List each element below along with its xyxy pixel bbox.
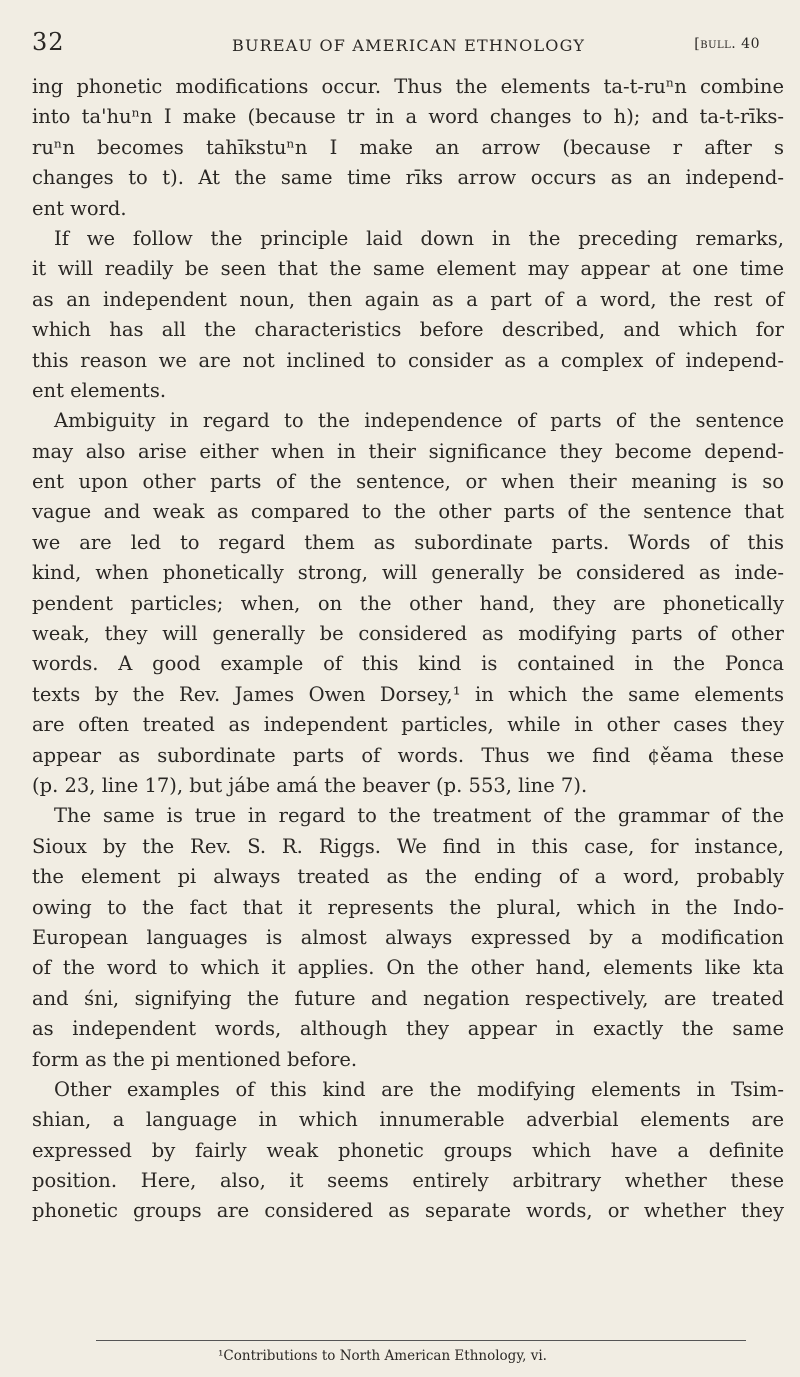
text-line: Other examples of this kind are the modifying elements in Tsim-: [54, 1077, 784, 1101]
text-line: shian, a language in which innumerable adverbial elements are: [32, 1108, 784, 1132]
text-line: words. A good example of this kind is contained in the Ponca: [32, 652, 784, 676]
text-line: ent word.: [32, 196, 127, 220]
text-line: European languages is almost always expressed by a modification: [32, 925, 784, 949]
text-line: this reason we are not inclined to consider as a complex of independ-: [32, 348, 784, 372]
text-line: which has all the characteristics before described, and which for: [32, 318, 784, 342]
text-line: texts by the Rev. James Owen Dorsey,¹ in which the same elements: [32, 682, 784, 706]
footnote: ¹Contributions to North American Ethnology, vi.: [218, 1348, 547, 1364]
text-line: Ambiguity in regard to the independence of parts of the sentence: [54, 409, 784, 433]
text-line: ing phonetic modifications occur. Thus the elements ta-t-ruⁿn combine: [32, 75, 784, 98]
text-line: ent elements.: [32, 378, 167, 402]
page-header: [32, 28, 760, 68]
text-line: may also arise either when in their significance they become depend-: [32, 439, 784, 463]
text-line: we are led to regard them as subordinate parts. Words of this: [32, 530, 784, 554]
page-number: 32: [32, 28, 65, 56]
running-title: BUREAU OF AMERICAN ETHNOLOGY: [232, 36, 586, 55]
text-line: into ta'huⁿn I make (because tr in a word changes to h); and ta-t-rīks-: [32, 105, 784, 129]
text-line: of the word to which it applies. On the other hand, elements like kta: [32, 956, 784, 980]
text-line: phonetic groups are considered as separate words, or whether they: [32, 1199, 784, 1223]
text-line: as independent words, although they appear in exactly the same: [32, 1017, 784, 1041]
text-line: Sioux by the Rev. S. R. Riggs. We find in this case, for instance,: [32, 834, 784, 858]
text-line: owing to the fact that it represents the plural, which in the Indo-: [32, 895, 784, 919]
text-line: position. Here, also, it seems entirely arbitrary whether these: [32, 1169, 784, 1193]
text-line: weak, they will generally be considered as modifying parts of other: [32, 622, 784, 646]
text-line: it will readily be seen that the same element may appear at one time: [32, 257, 784, 281]
text-line: pendent particles; when, on the other hand, they are phonetically: [32, 591, 784, 615]
text-line: are often treated as independent particles, while in other cases they: [32, 713, 784, 737]
text-line: and śni, signifying the future and negation respectively, are treated: [32, 986, 784, 1010]
text-line: ent upon other parts of the sentence, or when their meaning is so: [32, 470, 784, 494]
text-line: expressed by fairly weak phonetic groups which have a definite: [32, 1138, 784, 1162]
text-line: The same is true in regard to the treatment of the grammar of the: [54, 804, 784, 828]
bulletin-number: [bull. 40: [694, 36, 760, 52]
text-line: form as the pi mentioned before.: [32, 1047, 358, 1071]
text-line: the element pi always treated as the ending of a word, probably: [32, 865, 784, 889]
text-line: (p. 23, line 17), but jábe amá the beaver (p. 553, line 7).: [32, 773, 588, 797]
text-line: appear as subordinate parts of words. Thus we find ¢ěama these: [32, 743, 784, 767]
text-line: vague and weak as compared to the other parts of the sentence that: [32, 500, 784, 524]
body-text: [32, 72, 784, 1227]
text-line: ruⁿn becomes tahīkstuⁿn I make an arrow (because r after s: [32, 135, 784, 159]
text-line: as an independent noun, then again as a part of a word, the rest of: [32, 287, 784, 311]
footnote-rule: [96, 1340, 746, 1341]
text-line: kind, when phonetically strong, will generally be considered as inde-: [32, 561, 784, 585]
text-line: changes to t). At the same time rīks arrow occurs as an independ-: [32, 166, 784, 190]
text-line: If we follow the principle laid down in the preceding remarks,: [54, 226, 784, 250]
